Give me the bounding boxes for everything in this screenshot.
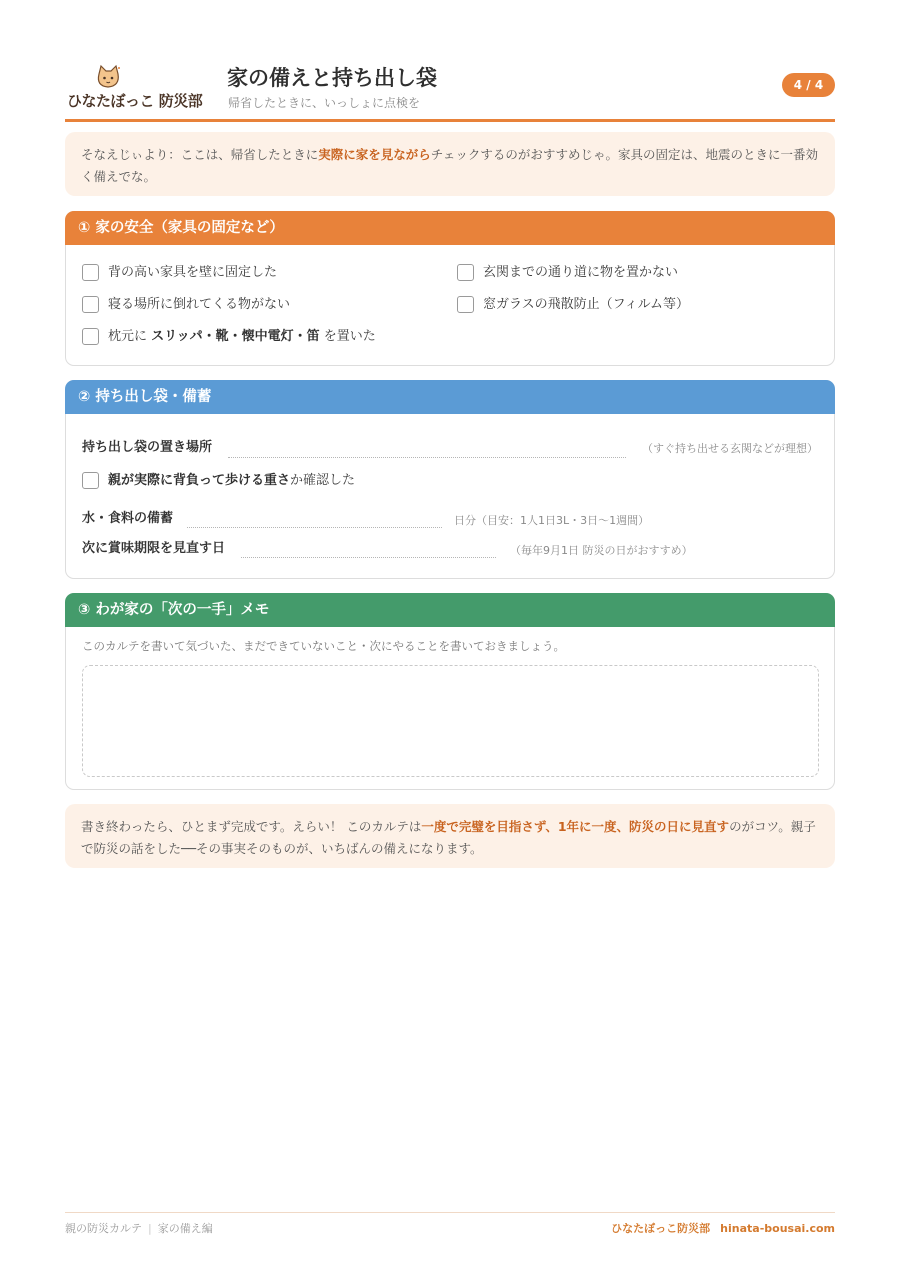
intro-emphasis: 実際に家を見ながら [318, 147, 431, 162]
logo-text: ひなたぼっこ 防災部 [67, 92, 203, 110]
section-title: ① 家の安全（家具の固定など） [65, 211, 835, 245]
closing-emphasis: 一度で完璧を目指さず、1年に一度、防災の日に見直す [421, 819, 730, 834]
section-title: ② 持ち出し袋・備蓄 [65, 380, 835, 414]
checkbox[interactable] [82, 328, 99, 345]
checkbox[interactable] [82, 264, 99, 281]
label-suffix: を置いた [319, 329, 376, 344]
closing-text-part1: 書き終わったら、ひとまず完成です。えらい！ このカルテは [81, 819, 422, 834]
checklist-item-label: 窓ガラスの飛散防止（フィルム等） [483, 297, 690, 312]
footer-doc-name: 親の防災カルテ [65, 1222, 142, 1235]
expiry-review-hint: （毎年9月1日 防災の日がおすすめ） [510, 544, 693, 557]
section-go-bag [65, 380, 835, 579]
checkbox[interactable] [82, 296, 99, 313]
label-suffix: か確認した [290, 473, 356, 488]
bag-location-field[interactable] [228, 457, 626, 458]
page-title: 家の備えと持ち出し袋 [227, 66, 437, 90]
checklist-item-label [108, 327, 376, 347]
section-next-step-memo [65, 593, 835, 790]
footer-breadcrumb [65, 1220, 213, 1236]
section-title: ③ わが家の「次の一手」メモ [65, 593, 835, 627]
checkbox[interactable] [82, 472, 99, 489]
checkbox[interactable] [457, 264, 474, 281]
checklist-item-label: 寝る場所に倒れてくる物がない [108, 297, 291, 312]
brand-logo [65, 64, 215, 112]
closing-note [65, 804, 835, 868]
footer-brand-name: ひなたぼっこ防災部 [611, 1222, 711, 1235]
cat-mascot-icon [93, 64, 123, 90]
label-bold: スリッパ・靴・懐中電灯・笛 [151, 329, 320, 344]
stockpile-days-field[interactable] [187, 527, 442, 528]
checklist-item-label [108, 471, 355, 491]
label-bold: 親が実際に背負って歩ける重さ [108, 473, 291, 488]
memo-instructions: このカルテを書いて気づいた、まだできていないこと・次にやることを書いておきましょう。 [82, 639, 565, 653]
footer-chapter: 家の備え編 [157, 1222, 213, 1235]
bag-location-label: 持ち出し袋の置き場所 [82, 440, 213, 455]
stockpile-label: 水・食料の備蓄 [82, 511, 174, 526]
section-home-safety [65, 211, 835, 366]
page-number-badge: 4 / 4 [782, 73, 835, 97]
page-subtitle: 帰省したときに、いっしょに点検を [228, 96, 421, 110]
intro-text-suffix: チェックするのがおすすめじゃ。家具の固定は、地震のときに一番効く備えでな。 [81, 147, 819, 184]
bag-location-hint: （すぐ持ち出せる玄関などが理想） [642, 442, 818, 455]
closing-text-part2: のがコツ。親子で防災の話をした──その事実そのものが、いちばんの備えになります。 [81, 819, 816, 856]
header-divider [65, 119, 835, 122]
expiry-review-field[interactable] [241, 557, 496, 558]
page-header [65, 58, 835, 122]
stockpile-hint: 日分（目安：1人1日3L・3日〜1週間） [454, 514, 650, 527]
expiry-review-label: 次に賞味期限を見直す日 [82, 541, 226, 556]
checklist-item-label: 背の高い家具を壁に固定した [108, 265, 278, 280]
intro-note [65, 132, 835, 196]
footer-brand [611, 1220, 835, 1236]
footer-separator: | [148, 1222, 152, 1235]
checklist-item-label: 玄関までの通り道に物を置かない [483, 265, 679, 280]
footer-divider [65, 1212, 835, 1213]
memo-input-area[interactable] [82, 665, 819, 777]
footer-url[interactable]: hinata-bousai.com [720, 1222, 835, 1235]
label-prefix: 枕元に [108, 329, 152, 344]
intro-text-prefix: そなえじぃより：ここは、帰省したときに [81, 147, 319, 162]
checkbox[interactable] [457, 296, 474, 313]
